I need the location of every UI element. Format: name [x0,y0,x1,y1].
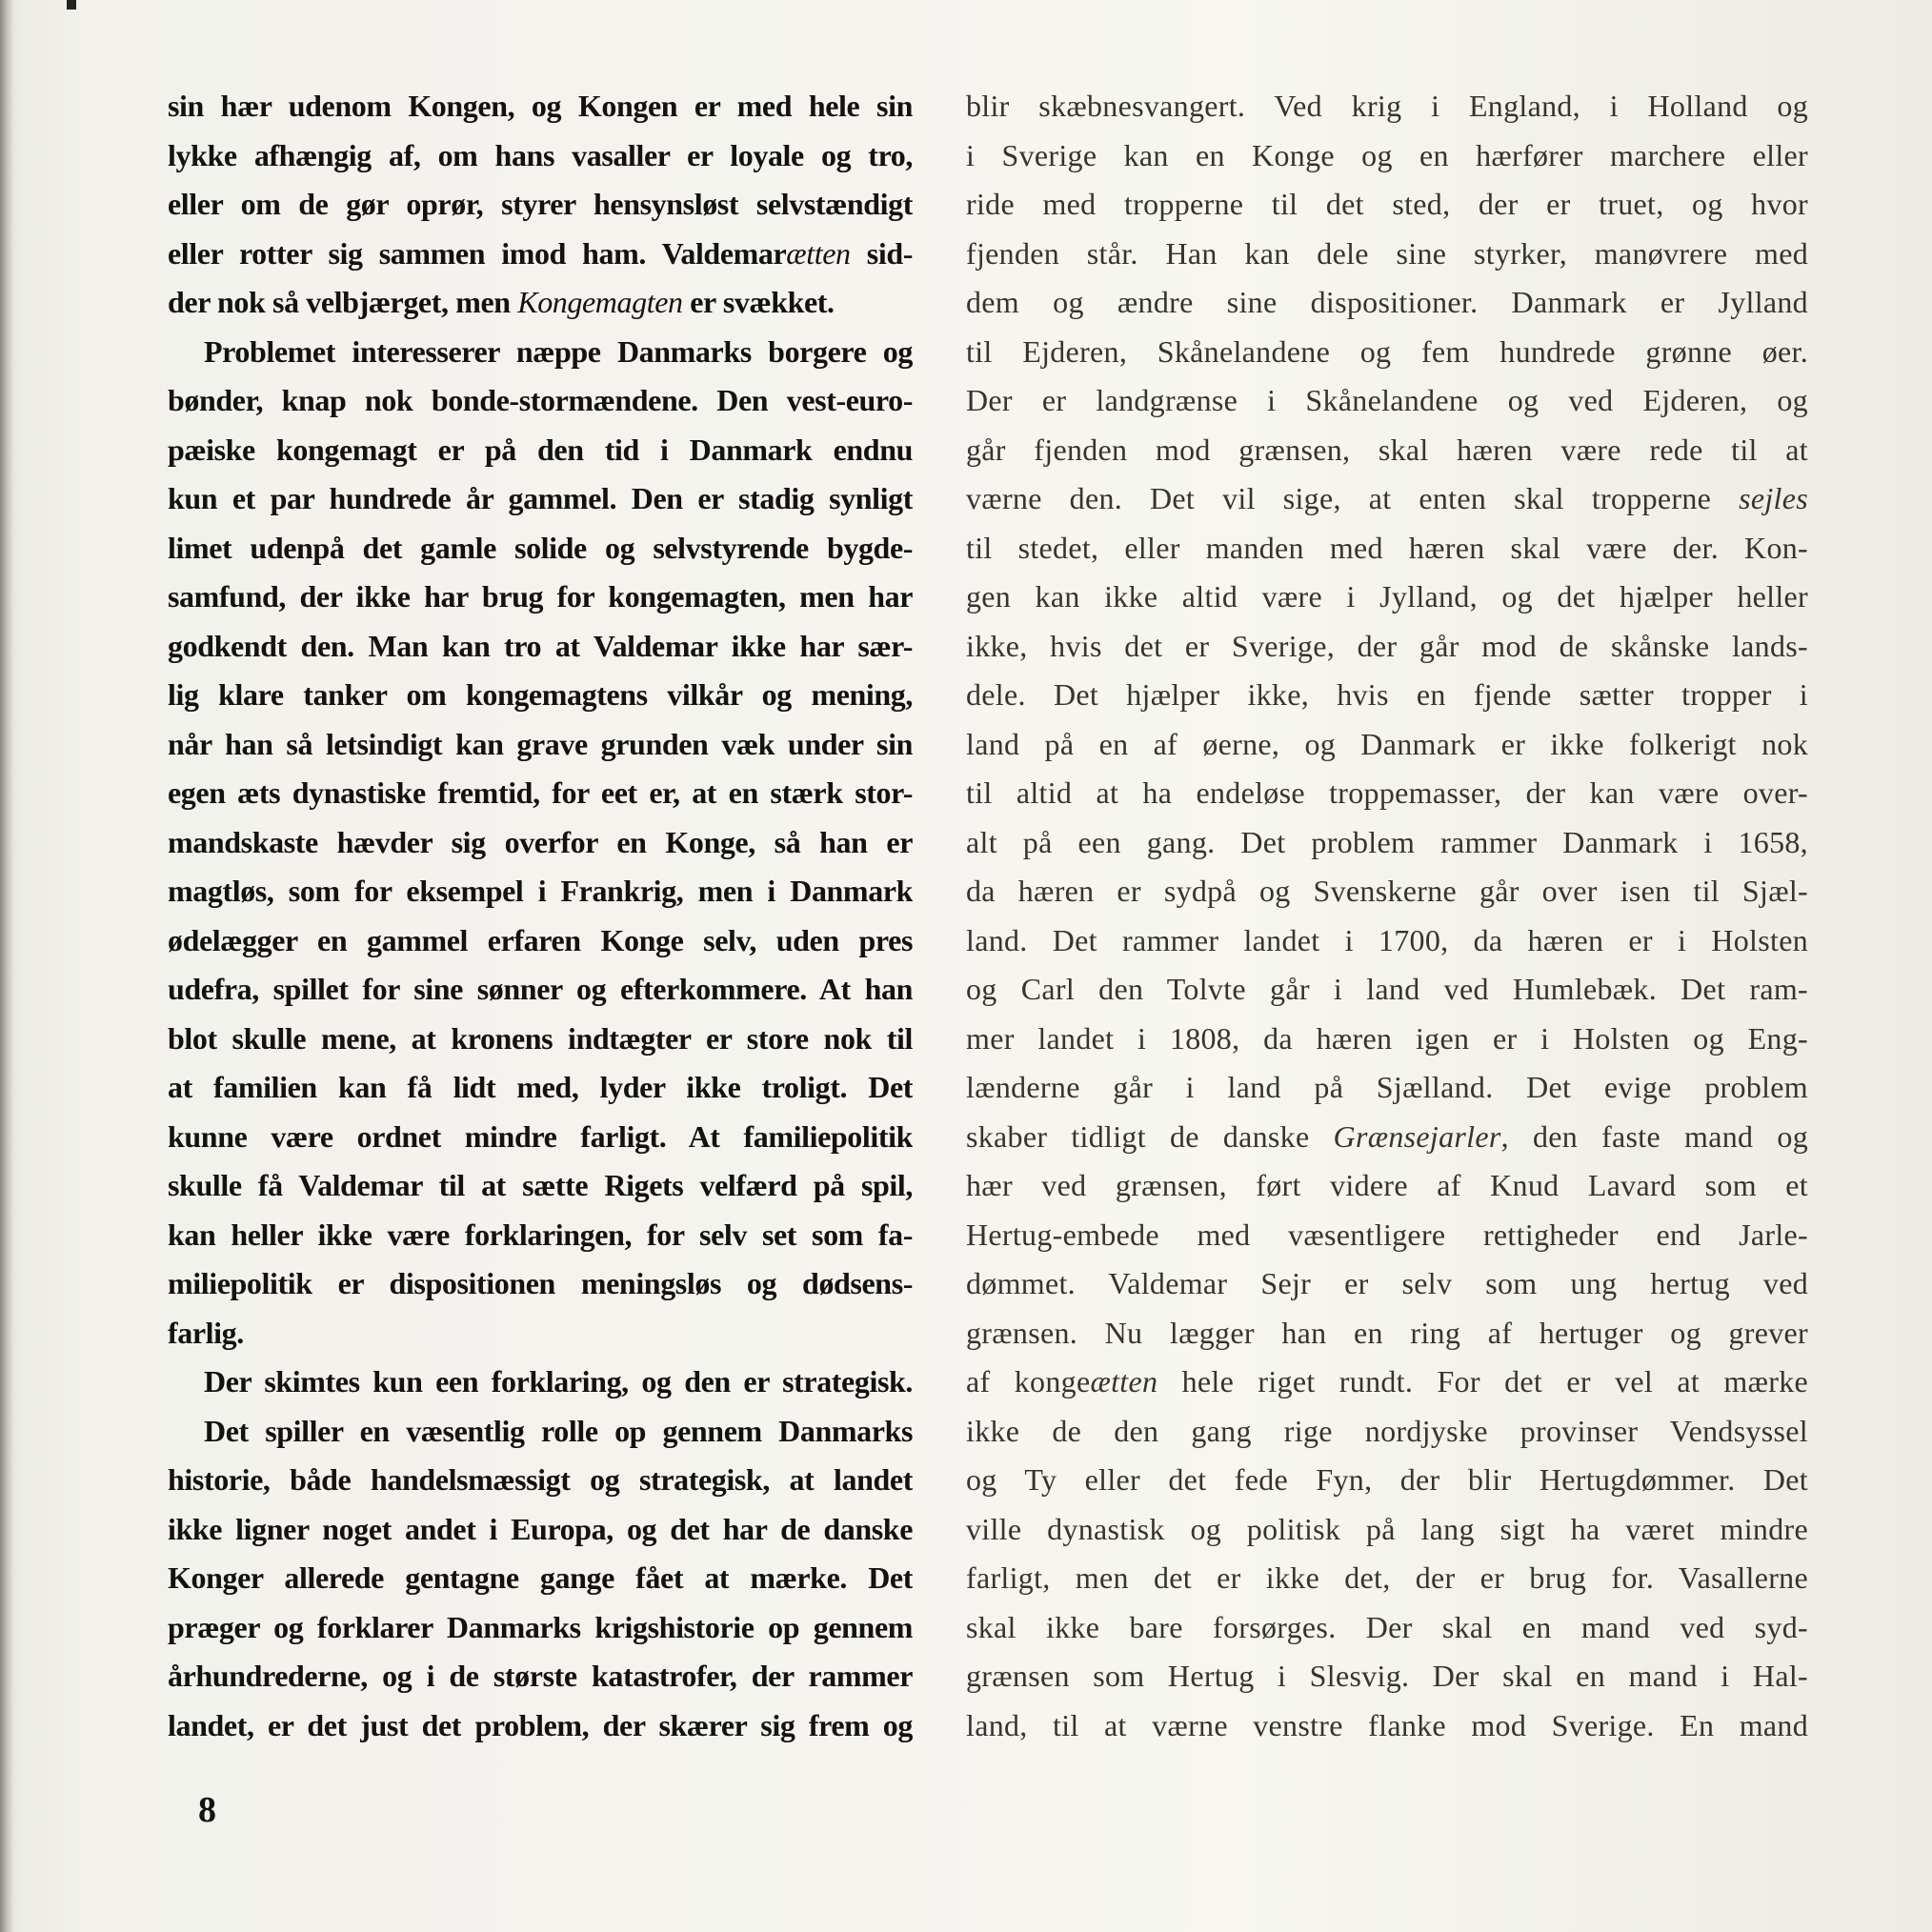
text-line: samfund, der ikke har brug for kongemagten, men har [168,579,913,614]
text-line: gen kan ikke altid være i Jylland, og det hjælper heller [966,579,1808,614]
text-line: ikke, hvis det er Sverige, der går mod de skånske lands- [966,628,1808,663]
text-line: Konger allerede gentagne gange fået at mærke. Det [168,1560,913,1595]
text-line: til altid at ha endeløse troppemasser, der kan være over- [966,775,1808,810]
text-line: skaber tidligt de danske Grænsejarler, den faste mand og [966,1118,1808,1154]
text-line: kun et par hundrede år gammel. Den er stadig synligt [168,481,913,515]
text-line: land, til at værne venstre flanke mod Sverige. En mand [966,1707,1808,1742]
right-text-column [966,82,1808,1750]
text-line: mer landet i 1808, da hæren igen er i Holsten og Eng- [966,1020,1808,1056]
text-line: præger og forklarer Danmarks krigshistorie op gennem [168,1609,913,1644]
text-line: mandskaste hævder sig overfor en Konge, så han er [168,824,913,859]
text-line: historie, både handelsmæssigt og strategisk, at landet [168,1462,913,1497]
book-spine-edge [0,0,13,1932]
text-line: Det spiller en væsentlig rolle op gennem Danmarks [204,1413,913,1448]
text-line: lænderne går i land på Sjælland. Det evige problem [966,1070,1808,1104]
text-line: til Ejderen, Skånelandene og fem hundrede grønne øer. [966,333,1808,369]
text-line: skal ikke bare forsørges. Der skal en mand ved syd- [966,1609,1808,1644]
text-line: går fjenden mod grænsen, skal hæren være rede til at [966,432,1808,467]
text-line: farlig. [168,1315,244,1350]
text-line: kan heller ikke være forklaringen, for selv set som fa- [168,1217,913,1252]
text-line: til stedet, eller manden med hæren skal være der. Kon- [966,530,1808,565]
text-line: fjenden står. Han kan dele sine styrker, manøvrere med [966,235,1808,271]
text-line: og Ty eller det fede Fyn, der blir Hertugdømmer. Det [966,1462,1808,1497]
text-line: der nok så velbjærget, men Kongemagten er svækket. [168,285,835,319]
text-line: værne den. Det vil sige, at enten skal tropperne sejles [966,481,1808,515]
text-line: farligt, men det er ikke det, der er brug for. Vasallerne [966,1560,1808,1595]
text-line: ikke ligner noget andet i Europa, og det har de danske [168,1511,913,1546]
text-line: limet udenpå det gamle solide og selvstyrende bygde- [168,530,913,565]
text-line: ødelægger en gammel erfaren Konge selv, uden pres [168,922,913,957]
text-line: at familien kan få lidt med, lyder ikke troligt. Det [168,1070,913,1104]
text-line: godkendt den. Man kan tro at Valdemar ikke har sær- [168,628,913,663]
text-line: miliepolitik er dispositionen meningsløs og dødsens- [168,1266,913,1300]
text-line: når han så letsindigt kan grave grunden væk under sin [168,726,913,761]
text-line: lykke afhængig af, om hans vasaller er loyale og tro, [168,137,913,172]
text-line: pæiske kongemagt er på den tid i Danmark endnu [168,432,913,467]
text-line: hær ved grænsen, ført videre af Knud Lavard som et [966,1168,1808,1202]
text-line: bønder, knap nok bonde-stormændene. Den vest-euro- [168,383,913,417]
text-line: af kongeætten hele riget rundt. For det er vel at mærke [966,1364,1808,1399]
text-line: ville dynastisk og politisk på lang sigt ha været mindre [966,1511,1808,1546]
left-text-column [168,82,913,1750]
text-line: dømmet. Valdemar Sejr er selv som ung hertug ved [966,1266,1808,1300]
page-number: 8 [198,1790,216,1830]
text-line: skulle få Valdemar til at sætte Rigets velfærd på spil, [168,1168,913,1202]
text-line: århundrederne, og i de største katastrofer, der rammer [168,1659,913,1693]
text-line: udefra, spillet for sine sønner og efterkommere. At han [168,972,913,1006]
text-line: sin hær udenom Kongen, og Kongen er med hele sin [168,89,913,123]
text-line: Der er landgrænse i Skånelandene og ved Ejderen, og [966,383,1808,417]
text-line: landet, er det just det problem, der skærer sig frem og [168,1707,913,1742]
text-line: alt på een gang. Det problem rammer Danmark i 1658, [966,824,1808,859]
text-line: ikke de den gang rige nordjyske provinser Vendsyssel [966,1413,1808,1448]
text-line: i Sverige kan en Konge og en hærfører marchere eller [966,137,1808,172]
text-line: blot skulle mene, at kronens indtægter er store nok til [168,1020,913,1056]
text-line: ride med tropperne til det sted, der er truet, og hvor [966,187,1808,221]
text-line: Der skimtes kun een forklaring, og den er strategisk. [204,1364,913,1399]
text-line: lig klare tanker om kongemagtens vilkår og mening, [168,677,913,712]
text-line: dem og ændre sine dispositioner. Danmark er Jylland [966,285,1808,319]
text-line: kunne være ordnet mindre farligt. At familiepolitik [168,1118,913,1154]
text-line: grænsen. Nu lægger han en ring af hertuger og grever [966,1315,1808,1350]
text-line: Problemet interesserer næppe Danmarks borgere og [204,333,913,369]
text-line: magtløs, som for eksempel i Frankrig, men i Danmark [168,874,913,908]
text-line: land. Det rammer landet i 1700, da hæren er i Holsten [966,922,1808,957]
text-line: blir skæbnesvangert. Ved krig i England, i Holland og [966,89,1808,123]
text-line: Hertug-embede med væsentligere rettigheder end Jarle- [966,1217,1808,1252]
text-line: eller rotter sig sammen imod ham. Valdemarætten sid- [168,235,913,271]
text-line: land på en af øerne, og Danmark er ikke folkerigt nok [966,726,1808,761]
text-line: dele. Det hjælper ikke, hvis en fjende sætter tropper i [966,677,1808,712]
text-line: og Carl den Tolvte går i land ved Humlebæk. Det ram- [966,972,1808,1006]
scan-mark [67,0,76,10]
text-line: grænsen som Hertug i Slesvig. Der skal en mand i Hal- [966,1659,1808,1693]
text-line: eller om de gør oprør, styrer hensynsløst selvstændigt [168,187,913,221]
text-line: egen æts dynastiske fremtid, for eet er, at en stærk stor- [168,775,913,810]
text-line: da hæren er sydpå og Svenskerne går over isen til Sjæl- [966,874,1808,908]
